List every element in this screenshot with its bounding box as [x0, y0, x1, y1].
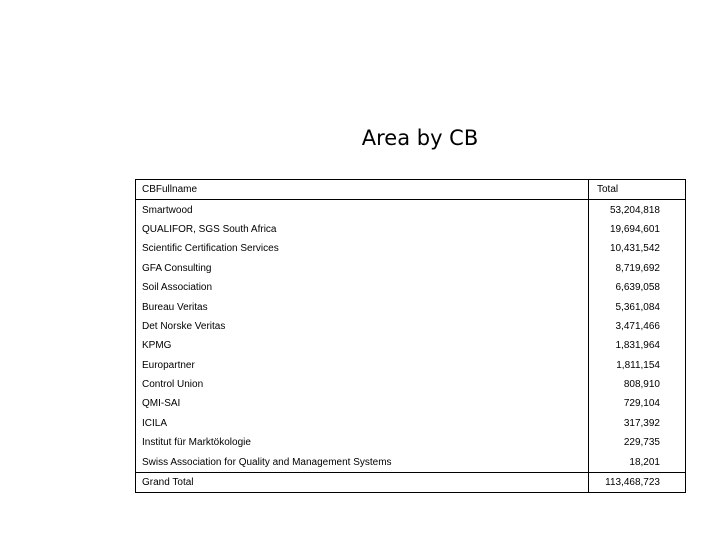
- table-header-row: [136, 180, 685, 200]
- total-cell: 8,719,692: [589, 259, 686, 278]
- cb-name-cell: QMI-SAI: [142, 398, 181, 410]
- grand-total-label: Grand Total: [142, 477, 194, 489]
- table-row: [136, 356, 685, 375]
- table-row: [136, 394, 685, 413]
- total-cell: 6,639,058: [589, 278, 686, 297]
- table-row: [136, 414, 685, 433]
- table-row: [136, 317, 685, 336]
- total-cell: 19,694,601: [589, 220, 686, 239]
- table-row: [136, 200, 685, 220]
- header-cbfullname: CBFullname: [142, 184, 198, 196]
- cb-name-cell: Smartwood: [142, 204, 193, 216]
- cb-name-cell: KPMG: [142, 340, 172, 352]
- grand-total-row: [136, 472, 685, 492]
- header-total: Total: [589, 180, 686, 200]
- area-by-cb-table: [135, 179, 686, 493]
- cb-name-cell: ICILA: [142, 417, 168, 429]
- total-cell: 10,431,542: [589, 239, 686, 258]
- grand-total-value: 113,468,723: [589, 472, 686, 492]
- table-row: [136, 336, 685, 355]
- table-row: [136, 452, 685, 472]
- cb-name-cell: Soil Association: [142, 282, 213, 294]
- total-cell: 729,104: [589, 394, 686, 413]
- table-row: [136, 259, 685, 278]
- table-row: [136, 433, 685, 452]
- total-cell: 5,361,084: [589, 297, 686, 316]
- cb-name-cell: Control Union: [142, 379, 204, 391]
- page-title: Area by CB: [361, 126, 479, 150]
- total-cell: 808,910: [589, 375, 686, 394]
- cb-name-cell: GFA Consulting: [142, 262, 212, 274]
- total-cell: 53,204,818: [589, 200, 686, 220]
- table-row: [136, 297, 685, 316]
- total-cell: 317,392: [589, 414, 686, 433]
- total-cell: 3,471,466: [589, 317, 686, 336]
- table-row: [136, 220, 685, 239]
- cb-name-cell: Det Norske Veritas: [142, 320, 226, 332]
- total-cell: 1,811,154: [589, 356, 686, 375]
- cb-name-cell: Bureau Veritas: [142, 301, 208, 313]
- cb-name-cell: Swiss Association for Quality and Management Systems: [142, 456, 392, 468]
- table-row: [136, 375, 685, 394]
- cb-name-cell: Institut für Marktökologie: [142, 437, 251, 449]
- data-table: [136, 180, 685, 492]
- total-cell: 1,831,964: [589, 336, 686, 355]
- cb-name-cell: Scientific Certification Services: [142, 243, 279, 255]
- cb-name-cell: QUALIFOR, SGS South Africa: [142, 223, 277, 235]
- total-cell: 229,735: [589, 433, 686, 452]
- cb-name-cell: Europartner: [142, 359, 195, 371]
- total-cell: 18,201: [589, 452, 686, 472]
- table-row: [136, 278, 685, 297]
- table-row: [136, 239, 685, 258]
